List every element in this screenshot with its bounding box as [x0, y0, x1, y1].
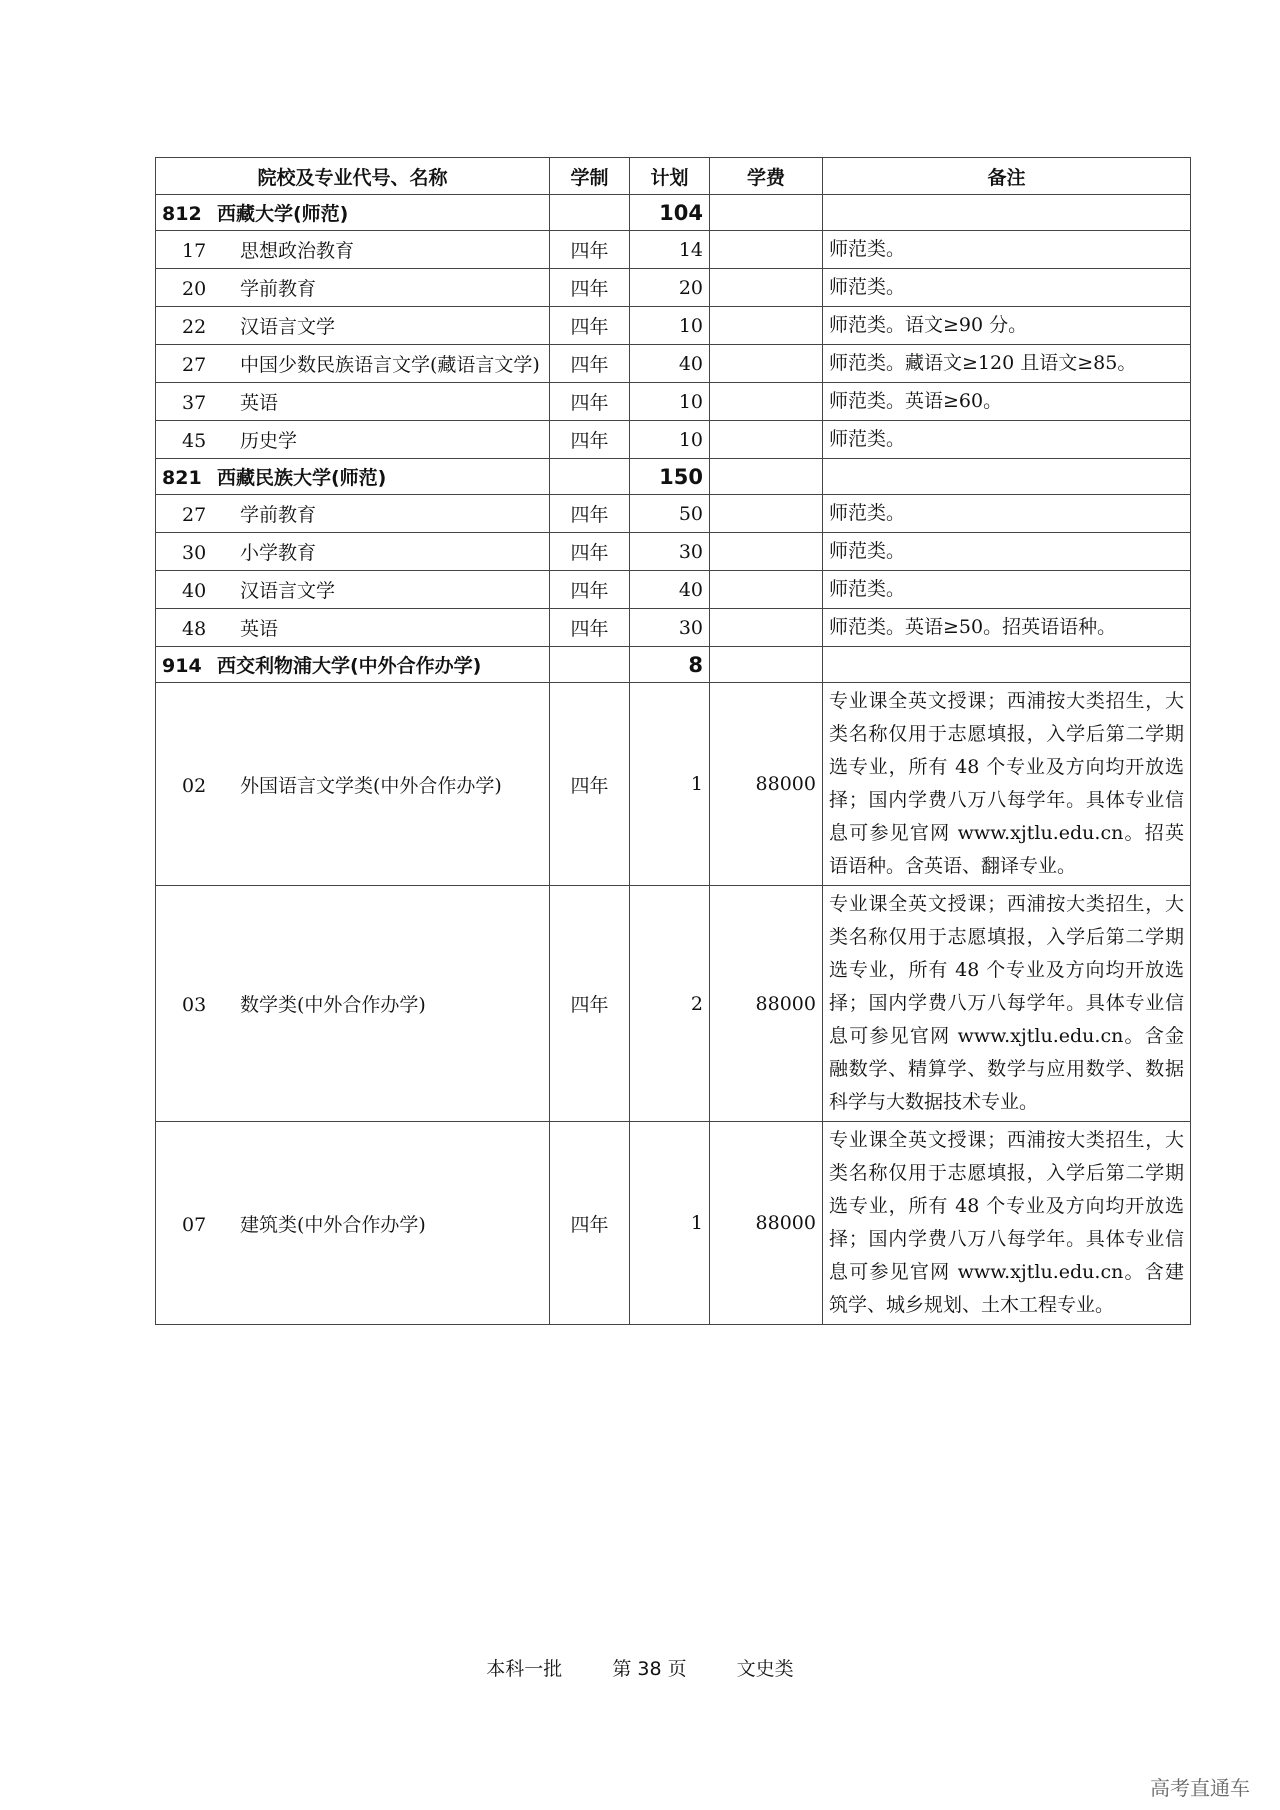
major-fee	[710, 609, 823, 647]
major-code: 45	[182, 430, 207, 452]
major-note: 师范类。语文≥90 分。	[823, 307, 1191, 345]
major-note: 专业课全英文授课；西浦按大类招生，大类名称仅用于志愿填报，入学后第二学期选专业，所有 48 个专业及方向均开放选择；国内学费八万八每学年。具体专业信息可参见官网 www.xjtlu.edu.cn。招英语语种。含英语、翻译专业。	[823, 683, 1191, 886]
major-fee	[710, 421, 823, 459]
major-cell	[156, 533, 550, 571]
major-code: 27	[182, 504, 207, 526]
major-row	[156, 1122, 1191, 1325]
major-name: 中国少数民族语言文学(藏语言文学)	[240, 354, 540, 376]
major-cell	[156, 383, 550, 421]
header-name: 院校及专业代号、名称	[156, 158, 550, 195]
major-note: 师范类。	[823, 269, 1191, 307]
major-name: 汉语言文学	[240, 580, 336, 602]
major-system: 四年	[550, 533, 630, 571]
major-system: 四年	[550, 231, 630, 269]
major-code: 40	[182, 580, 207, 602]
major-name: 历史学	[240, 430, 298, 452]
major-name: 学前教育	[240, 504, 317, 526]
major-code: 48	[182, 618, 207, 640]
major-cell	[156, 1122, 550, 1325]
major-note: 师范类。	[823, 495, 1191, 533]
major-cell	[156, 683, 550, 886]
major-plan: 50	[630, 495, 710, 533]
major-cell	[156, 307, 550, 345]
major-code: 20	[182, 278, 207, 300]
school-system-cell	[550, 195, 630, 231]
major-code: 07	[182, 1213, 207, 1236]
major-plan: 20	[630, 269, 710, 307]
header-fee: 学费	[710, 158, 823, 195]
major-row	[156, 533, 1191, 571]
major-fee	[710, 269, 823, 307]
school-plan: 8	[630, 647, 710, 683]
major-system: 四年	[550, 609, 630, 647]
major-row	[156, 683, 1191, 886]
major-system: 四年	[550, 683, 630, 886]
major-plan: 30	[630, 533, 710, 571]
major-row	[156, 345, 1191, 383]
major-code: 02	[182, 774, 207, 797]
major-plan: 1	[630, 683, 710, 886]
major-row	[156, 231, 1191, 269]
major-cell	[156, 345, 550, 383]
school-plan: 104	[630, 195, 710, 231]
school-system-cell	[550, 647, 630, 683]
school-name: 西藏大学(师范)	[217, 203, 349, 225]
major-code: 37	[182, 392, 207, 414]
major-system: 四年	[550, 269, 630, 307]
major-system: 四年	[550, 495, 630, 533]
major-note: 师范类。	[823, 571, 1191, 609]
major-plan: 10	[630, 383, 710, 421]
school-cell	[156, 195, 550, 231]
major-cell	[156, 609, 550, 647]
major-row	[156, 307, 1191, 345]
footer-category: 文史类	[736, 1658, 794, 1680]
school-fee-cell	[710, 195, 823, 231]
school-fee-cell	[710, 459, 823, 495]
school-cell	[156, 459, 550, 495]
school-code: 914	[162, 655, 202, 677]
major-system: 四年	[550, 421, 630, 459]
table-header-row	[156, 158, 1191, 195]
major-fee	[710, 533, 823, 571]
major-plan: 30	[630, 609, 710, 647]
major-name: 建筑类(中外合作办学)	[240, 1213, 426, 1236]
major-code: 03	[182, 994, 207, 1016]
major-system: 四年	[550, 383, 630, 421]
major-fee	[710, 495, 823, 533]
major-fee	[710, 571, 823, 609]
school-name: 西藏民族大学(师范)	[217, 467, 387, 489]
major-plan: 40	[630, 345, 710, 383]
major-plan: 2	[630, 886, 710, 1122]
major-note: 专业课全英文授课；西浦按大类招生，大类名称仅用于志愿填报，入学后第二学期选专业，所有 48 个专业及方向均开放选择；国内学费八万八每学年。具体专业信息可参见官网 www.xjtlu.edu.cn。含建筑学、城乡规划、土木工程专业。	[823, 1122, 1191, 1325]
major-system: 四年	[550, 345, 630, 383]
major-row	[156, 383, 1191, 421]
major-name: 汉语言文学	[240, 316, 336, 338]
watermark-text: 高考直通车	[1150, 1776, 1250, 1800]
major-note: 师范类。	[823, 533, 1191, 571]
header-note: 备注	[823, 158, 1191, 195]
page-footer	[0, 1654, 1280, 1681]
school-row	[156, 195, 1191, 231]
table-body	[156, 195, 1191, 1325]
major-plan: 1	[630, 1122, 710, 1325]
major-cell	[156, 231, 550, 269]
school-cell	[156, 647, 550, 683]
major-cell	[156, 571, 550, 609]
major-note: 专业课全英文授课；西浦按大类招生，大类名称仅用于志愿填报，入学后第二学期选专业，所有 48 个专业及方向均开放选择；国内学费八万八每学年。具体专业信息可参见官网 www.xjtlu.edu.cn。含金融数学、精算学、数学与应用数学、数据科学与大数据技术专业。	[823, 886, 1191, 1122]
major-name: 学前教育	[240, 278, 317, 300]
admission-plan-table	[155, 157, 1191, 1325]
major-fee	[710, 231, 823, 269]
major-cell	[156, 495, 550, 533]
major-code: 27	[182, 354, 207, 376]
school-system-cell	[550, 459, 630, 495]
major-name: 数学类(中外合作办学)	[240, 994, 426, 1016]
major-fee: 88000	[710, 1122, 823, 1325]
school-note-cell	[823, 195, 1191, 231]
major-cell	[156, 421, 550, 459]
major-note: 师范类。英语≥60。	[823, 383, 1191, 421]
major-fee	[710, 307, 823, 345]
footer-batch: 本科一批	[486, 1658, 563, 1680]
major-fee: 88000	[710, 886, 823, 1122]
major-code: 22	[182, 316, 207, 338]
major-code: 17	[182, 240, 207, 262]
footer-page: 第 38 页	[612, 1658, 687, 1680]
major-row	[156, 571, 1191, 609]
school-plan: 150	[630, 459, 710, 495]
major-plan: 10	[630, 307, 710, 345]
major-plan: 10	[630, 421, 710, 459]
school-note-cell	[823, 459, 1191, 495]
major-cell	[156, 886, 550, 1122]
major-plan: 40	[630, 571, 710, 609]
major-row	[156, 269, 1191, 307]
major-note: 师范类。藏语文≥120 且语文≥85。	[823, 345, 1191, 383]
major-fee	[710, 345, 823, 383]
major-cell	[156, 269, 550, 307]
header-plan: 计划	[630, 158, 710, 195]
school-fee-cell	[710, 647, 823, 683]
major-row	[156, 886, 1191, 1122]
major-note: 师范类。	[823, 421, 1191, 459]
major-name: 英语	[240, 392, 279, 414]
major-plan: 14	[630, 231, 710, 269]
major-system: 四年	[550, 1122, 630, 1325]
major-row	[156, 421, 1191, 459]
major-row	[156, 609, 1191, 647]
major-code: 30	[182, 542, 207, 564]
major-note: 师范类。	[823, 231, 1191, 269]
school-code: 812	[162, 203, 202, 225]
major-name: 思想政治教育	[240, 240, 355, 262]
school-row	[156, 459, 1191, 495]
school-name: 西交利物浦大学(中外合作办学)	[217, 655, 482, 677]
major-name: 外国语言文学类(中外合作办学)	[240, 774, 502, 797]
major-system: 四年	[550, 886, 630, 1122]
major-system: 四年	[550, 307, 630, 345]
major-name: 小学教育	[240, 542, 317, 564]
major-fee	[710, 383, 823, 421]
major-fee: 88000	[710, 683, 823, 886]
school-note-cell	[823, 647, 1191, 683]
major-note: 师范类。英语≥50。招英语语种。	[823, 609, 1191, 647]
header-system: 学制	[550, 158, 630, 195]
major-row	[156, 495, 1191, 533]
school-code: 821	[162, 467, 202, 489]
major-name: 英语	[240, 618, 279, 640]
school-row	[156, 647, 1191, 683]
major-system: 四年	[550, 571, 630, 609]
